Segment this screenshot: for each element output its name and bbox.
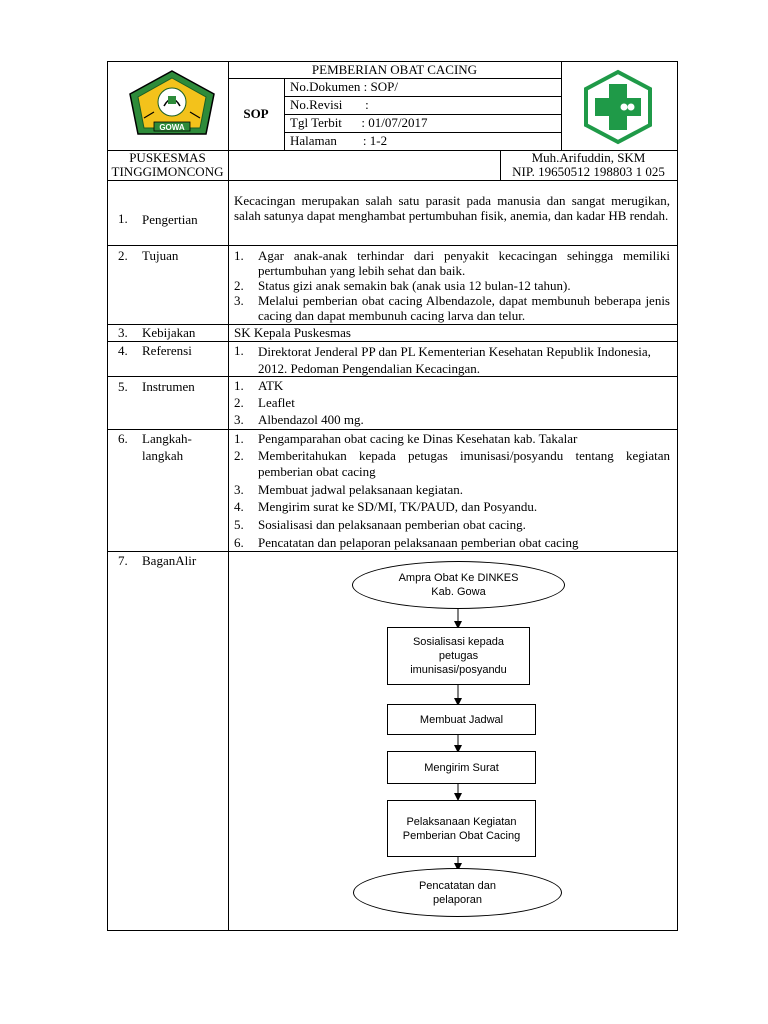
puskesmas-name-line1: PUSKESMAS (129, 150, 206, 165)
flow-node-text: Pencatatan dan pelaporan (418, 879, 497, 906)
list-marker: 6. (234, 535, 244, 550)
signer-name: Muh.Arifuddin, SKM (531, 150, 646, 165)
list-item: Pencatatan dan pelaporan pelaksanaan pemberian obat cacing (258, 535, 579, 550)
field-no-dokumen: No.Dokumen : SOP/ (290, 79, 398, 94)
section-2-label: Tujuan (142, 248, 179, 263)
section-4-label: Referensi (142, 343, 192, 358)
logo-text: GOWA (159, 123, 185, 132)
list-marker: 1. (234, 343, 244, 358)
puskesmas-name-line2: TINGGIMONCONG (111, 164, 224, 179)
field-halaman: Halaman : 1-2 (290, 133, 388, 148)
list-marker: 3. (234, 293, 244, 308)
section-5-label: Instrumen (142, 379, 195, 394)
list-marker: 2. (234, 395, 244, 410)
puskesmas-logo (580, 69, 656, 145)
flow-node-start (352, 561, 565, 609)
flow-node-surat (387, 751, 536, 784)
list-item: Memberitahukan kepada petugas imunisasi/posyandu tentang kegiatan pemberian obat cacing (258, 448, 670, 479)
section-3-text: SK Kepala Puskesmas (234, 325, 351, 340)
list-marker: 1. (234, 431, 244, 446)
list-item: Agar anak-anak terhindar dari penyakit kecacingan sehingga memiliki pertumbuhan yang lebih sehat dan baik. (258, 248, 670, 278)
list-item: Membuat jadwal pelaksanaan kegiatan. (258, 482, 464, 497)
list-marker: 3. (234, 412, 244, 427)
section-4-number: 4. (118, 343, 128, 358)
list-item: ATK (258, 378, 284, 393)
list-item: Melalui pemberian obat cacing Albendazole, dapat membunuh beberapa jenis cacing dan dapat membunuh cacing larva dan telur. (258, 293, 670, 323)
flow-node-text: Ampra Obat Ke DINKES Kab. Gowa (398, 572, 519, 598)
list-marker: 2. (234, 448, 244, 463)
section-7-label: BaganAlir (142, 553, 197, 568)
section-1-number: 1. (118, 211, 128, 226)
flow-node-end (353, 868, 562, 917)
section-1-text: Kecacingan merupakan salah satu parasit pada manusia dan sangat merugikan, salah satunya dapat menghambat pertumbuhan fisik, anemia, dan kadar HB rendah. (234, 193, 670, 223)
section-7-number: 7. (118, 553, 128, 568)
list-item: Albendazol 400 mg. (258, 412, 364, 427)
section-4-reference: Direktorat Jenderal PP dan PL Kementerian Kesehatan Republik Indonesia, 2012. Pedoman Pengendalian Kecacingan. (258, 344, 651, 376)
list-marker: 1. (234, 248, 244, 263)
field-tgl-terbit: Tgl Terbit : 01/07/2017 (290, 115, 428, 130)
flow-node-text: Membuat Jadwal (419, 713, 504, 726)
section-3-number: 3. (118, 325, 128, 340)
section-6-label-line1: Langkah- (142, 431, 192, 446)
flow-node-jadwal (387, 704, 536, 735)
section-2-number: 2. (118, 248, 128, 263)
list-item: Pengamparahan obat cacing ke Dinas Kesehatan kab. Takalar (258, 431, 578, 446)
flow-node-text: Mengirim Surat (424, 761, 499, 774)
flow-node-text: Sosialisasi kepada petugas imunisasi/posyandu (410, 636, 507, 676)
list-item: Leaflet (258, 395, 295, 410)
signer-nip: NIP. 19650512 198803 1 025 (512, 164, 665, 179)
list-marker: 1. (234, 378, 244, 393)
section-6-number: 6. (118, 431, 128, 446)
flow-node-text: Pelaksanaan Kegiatan Pemberian Obat Cacing (402, 815, 521, 842)
section-1-label: Pengertian (142, 212, 198, 227)
list-marker: 2. (234, 278, 244, 293)
section-5-number: 5. (118, 379, 128, 394)
sop-label: SOP (243, 106, 269, 121)
section-6-label-line2: langkah (142, 448, 184, 463)
list-marker: 3. (234, 482, 244, 497)
flow-node-pelaksanaan (387, 800, 536, 857)
field-no-revisi: No.Revisi : (290, 97, 369, 112)
list-marker: 4. (234, 499, 244, 514)
gowa-logo (126, 68, 218, 140)
list-item: Sosialisasi dan pelaksanaan pemberian obat cacing. (258, 517, 526, 532)
section-3-label: Kebijakan (142, 325, 196, 340)
list-item: Status gizi anak semakin bak (anak usia 12 bulan-12 tahun). (258, 278, 571, 293)
list-marker: 5. (234, 517, 244, 532)
list-item: Mengirim surat ke SD/MI, TK/PAUD, dan Posyandu. (258, 499, 538, 514)
flow-node-sosialisasi (387, 627, 530, 685)
document-title: PEMBERIAN OBAT CACING (311, 62, 478, 77)
